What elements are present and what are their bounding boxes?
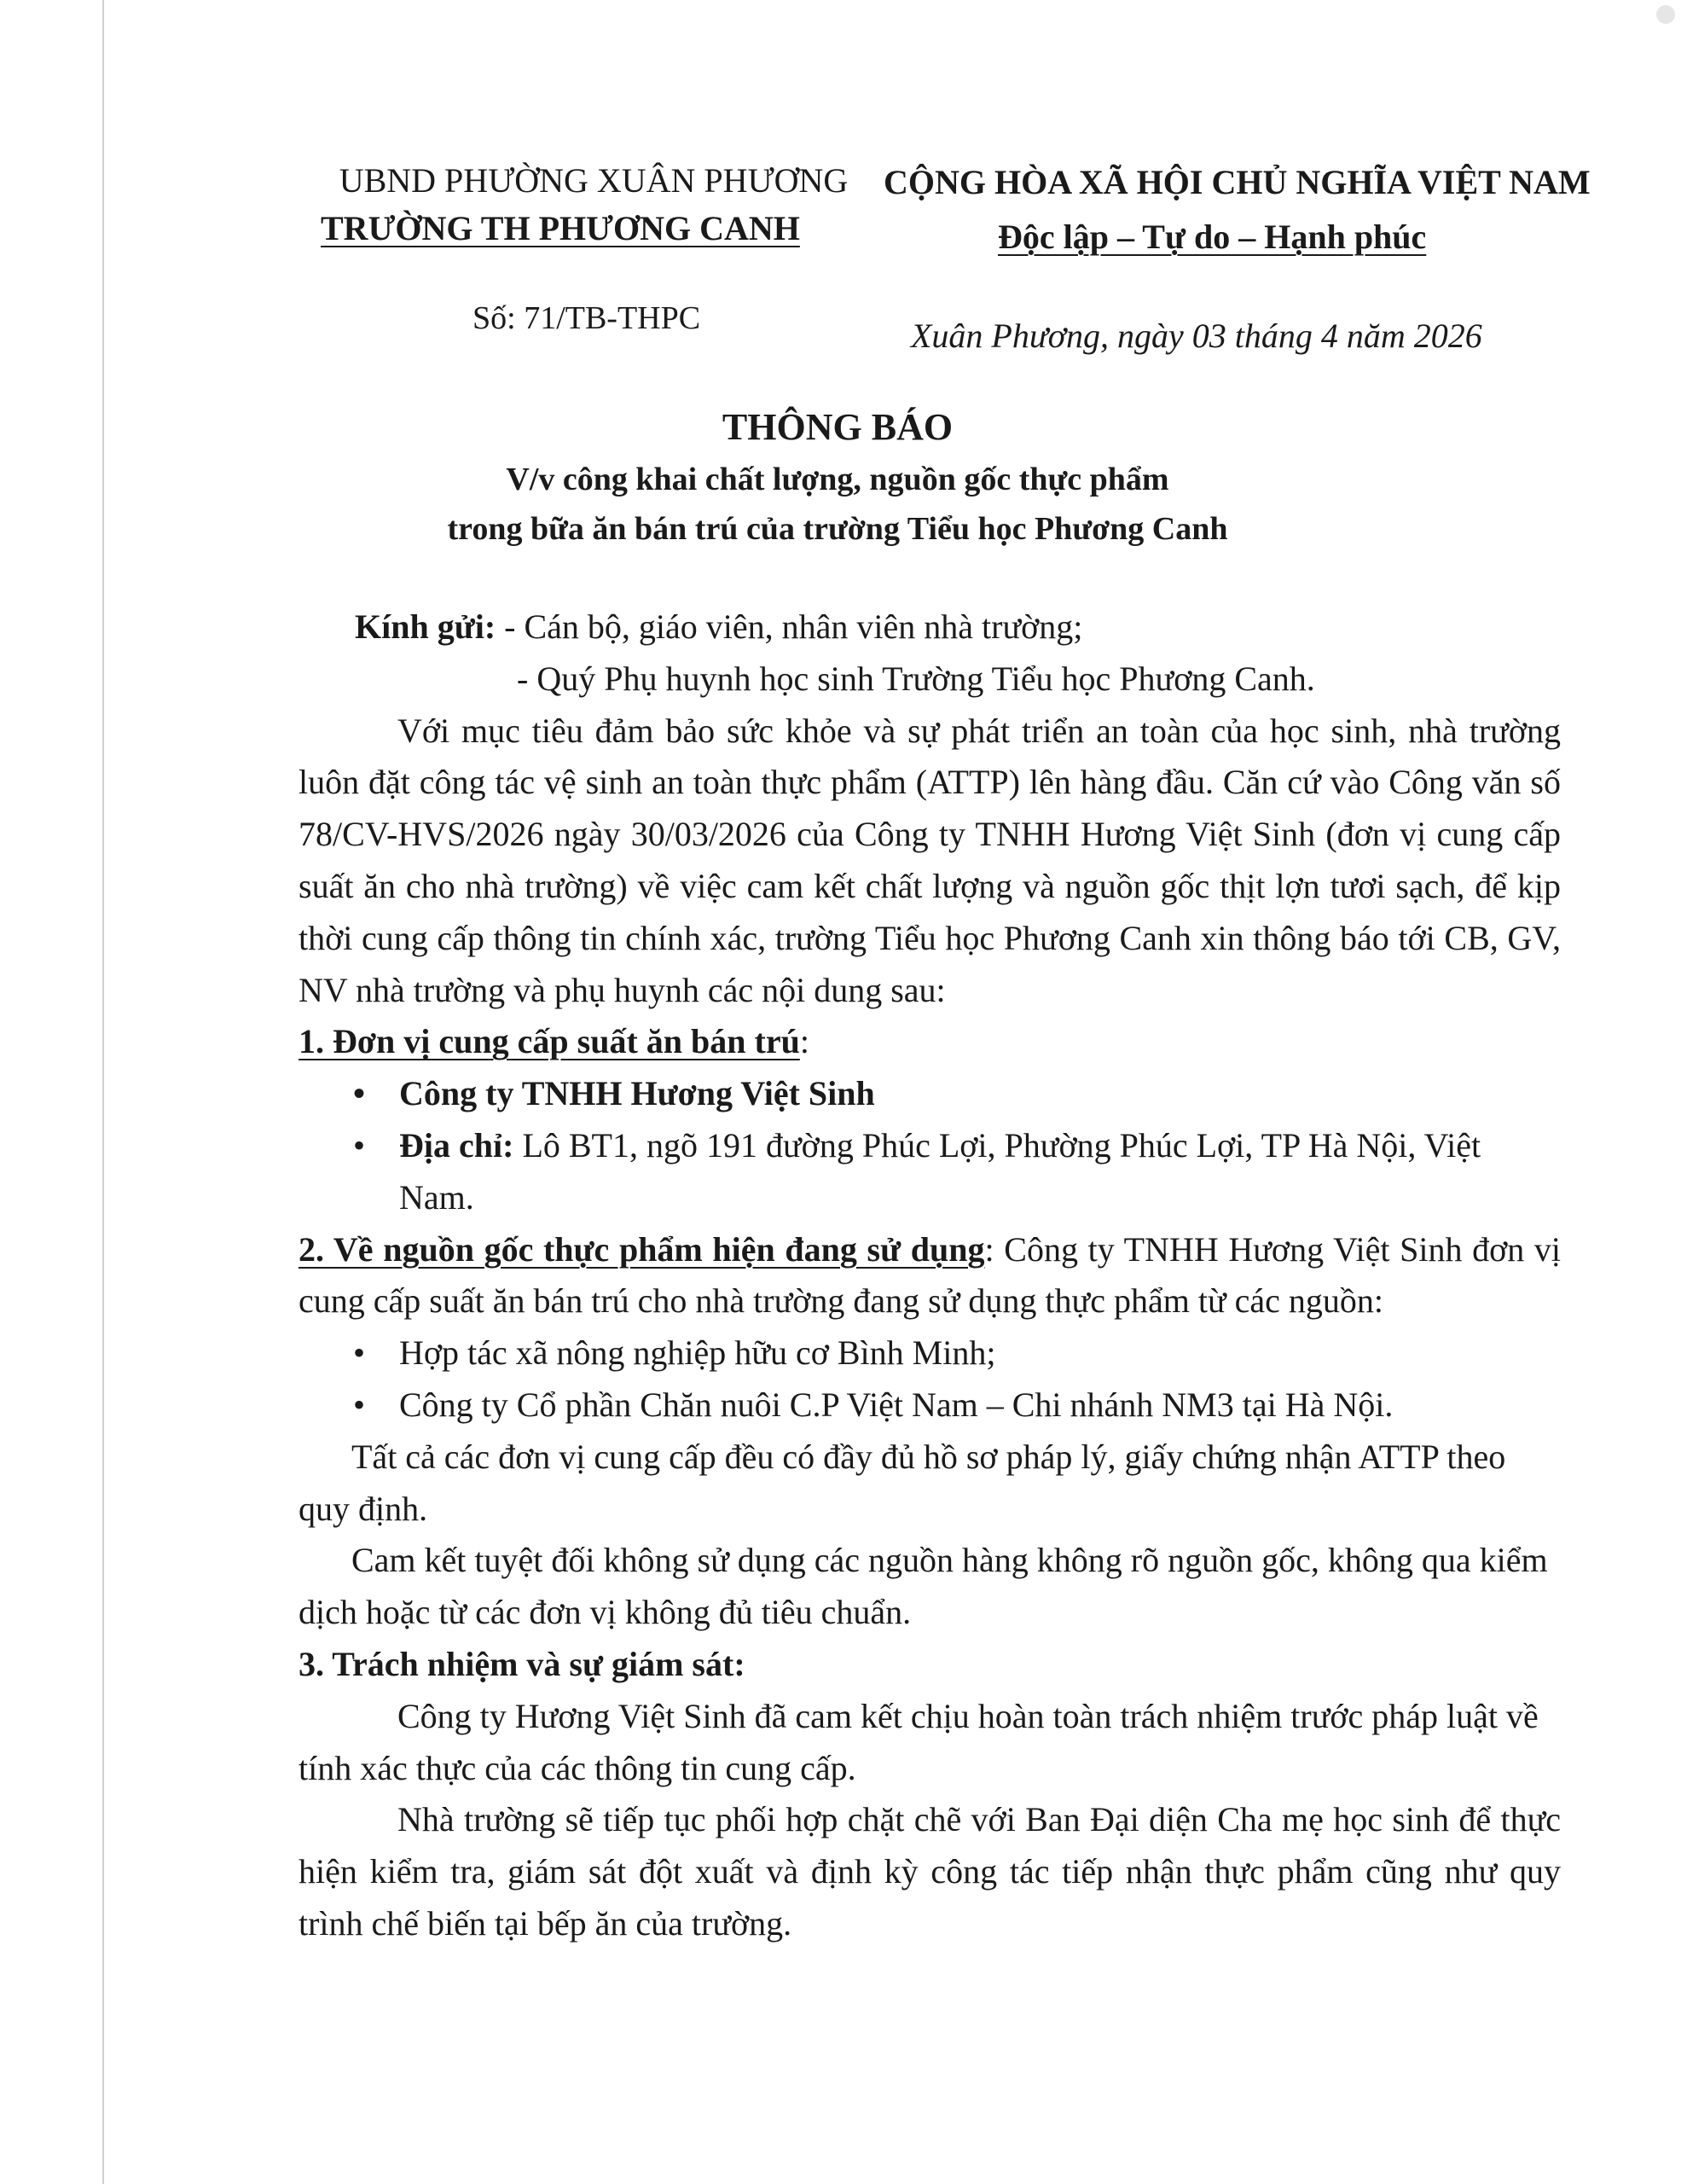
section2-heading-text: 2. Về nguồn gốc thực phẩm hiện đang sử dụng (299, 1229, 985, 1269)
supplier-company: • Công ty TNHH Hương Việt Sinh (399, 1068, 1561, 1120)
section1-heading-text: 1. Đơn vị cung cấp suất ăn bán trú (299, 1022, 800, 1061)
section1-heading-colon: : (799, 1022, 809, 1061)
address-text: Lô BT1, ngõ 191 đường Phúc Lợi, Phường Phúc Lợi, TP Hà Nội, Việt Nam. (399, 1125, 1481, 1217)
document-title: THÔNG BÁO (722, 406, 954, 448)
food-source-item: • Hợp tác xã nông nghiệp hữu cơ Bình Minh; (399, 1327, 1561, 1380)
document-subject-line1: V/v công khai chất lượng, nguồn gốc thực phẩm (506, 462, 1169, 497)
section2-heading-colon: : (984, 1229, 994, 1269)
section3-paragraph2: Nhà trường sẽ tiếp tục phối hợp chặt chẽ với Ban Đại diện Cha mẹ học sinh để thực hiện kiểm tra, giám sát đột xuất và định kỳ công tác tiếp nhận thực phẩm cũng như quy trình chế biến tại bếp ăn của trường. (299, 1800, 1561, 1943)
section2-text: Công ty TNHH Hương Việt Sinh đơn vị cung cấp suất ăn bán trú cho nhà trường đang sử dụng thực phẩm từ các nguồn: (299, 1229, 1562, 1321)
section3-paragraph1: Công ty Hương Việt Sinh đã cam kết chịu hoàn toàn trách nhiệm trước pháp luật về tính xác thực của các thông tin cung cấp. (299, 1696, 1539, 1787)
national-motto-text: Độc lập – Tự do – Hạnh phúc (998, 218, 1427, 256)
recipients-parents: - Quý Phụ huynh học sinh Trường Tiểu học Phương Canh. (517, 659, 1315, 698)
section2-paragraph (299, 1224, 1561, 1328)
food-sources-list (299, 1327, 1561, 1432)
agency-name: UBND PHƯỜNG XUÂN PHƯƠNG (339, 161, 849, 200)
recipients-line1 (299, 601, 1561, 653)
scan-corner-mark (1656, 5, 1675, 24)
place-date: Xuân Phương, ngày 03 tháng 4 năm 2026 (911, 317, 1482, 355)
section2-commitment-paragraph: Cam kết tuyệt đối không sử dụng các nguồn hàng không rõ nguồn gốc, không qua kiểm dịch hoặc từ các đơn vị không đủ tiêu chuẩn. (299, 1541, 1548, 1632)
address-label: Địa chỉ: (399, 1125, 514, 1165)
national-title: CỘNG HÒA XÃ HỘI CHỦ NGHĨA VIỆT NAM (884, 163, 1591, 201)
section1-list (299, 1068, 1561, 1223)
document-number: Số: 71/TB-THPC (472, 300, 701, 336)
document-body (299, 601, 1561, 1950)
section3-heading: 3. Trách nhiệm và sự giám sát: (299, 1644, 745, 1683)
section2-legal-paragraph: Tất cả các đơn vị cung cấp đều có đầy đủ hồ sơ pháp lý, giấy chứng nhận ATTP theo quy định. (299, 1437, 1506, 1528)
recipients-label: Kính gửi: (355, 607, 496, 646)
school-name-text: TRƯỜNG TH PHƯƠNG CANH (321, 209, 800, 247)
document-subject-line2: trong bữa ăn bán trú của trường Tiểu học Phương Canh (447, 511, 1228, 547)
section1-heading (299, 1016, 1561, 1068)
food-source-item: • Công ty Cổ phần Chăn nuôi C.P Việt Nam – Chi nhánh NM3 tại Hà Nội. (399, 1380, 1561, 1432)
intro-paragraph: Với mục tiêu đảm bảo sức khỏe và sự phát triển an toàn của học sinh, nhà trường luôn đặt công tác vệ sinh an toàn thực phẩm (ATTP) lên hàng đầu. Căn cứ vào Công văn số 78/CV-HVS/2026 ngày 30/03/2026 của Công ty TNHH Hương Việt Sinh (đơn vị cung cấp suất ăn cho nhà trường) về việc cam kết chất lượng và nguồn gốc thịt lợn tươi sạch, để kịp thời cung cấp thông tin chính xác, trường Tiểu học Phương Canh xin thông báo tới CB, GV, NV nhà trường và phụ huynh các nội dung sau: (299, 711, 1561, 1009)
scan-margin-line (102, 0, 104, 2184)
recipients-staff: - Cán bộ, giáo viên, nhân viên nhà trường; (504, 607, 1083, 646)
national-motto (998, 217, 1426, 258)
school-name (321, 208, 867, 249)
supplier-address (399, 1120, 1561, 1224)
